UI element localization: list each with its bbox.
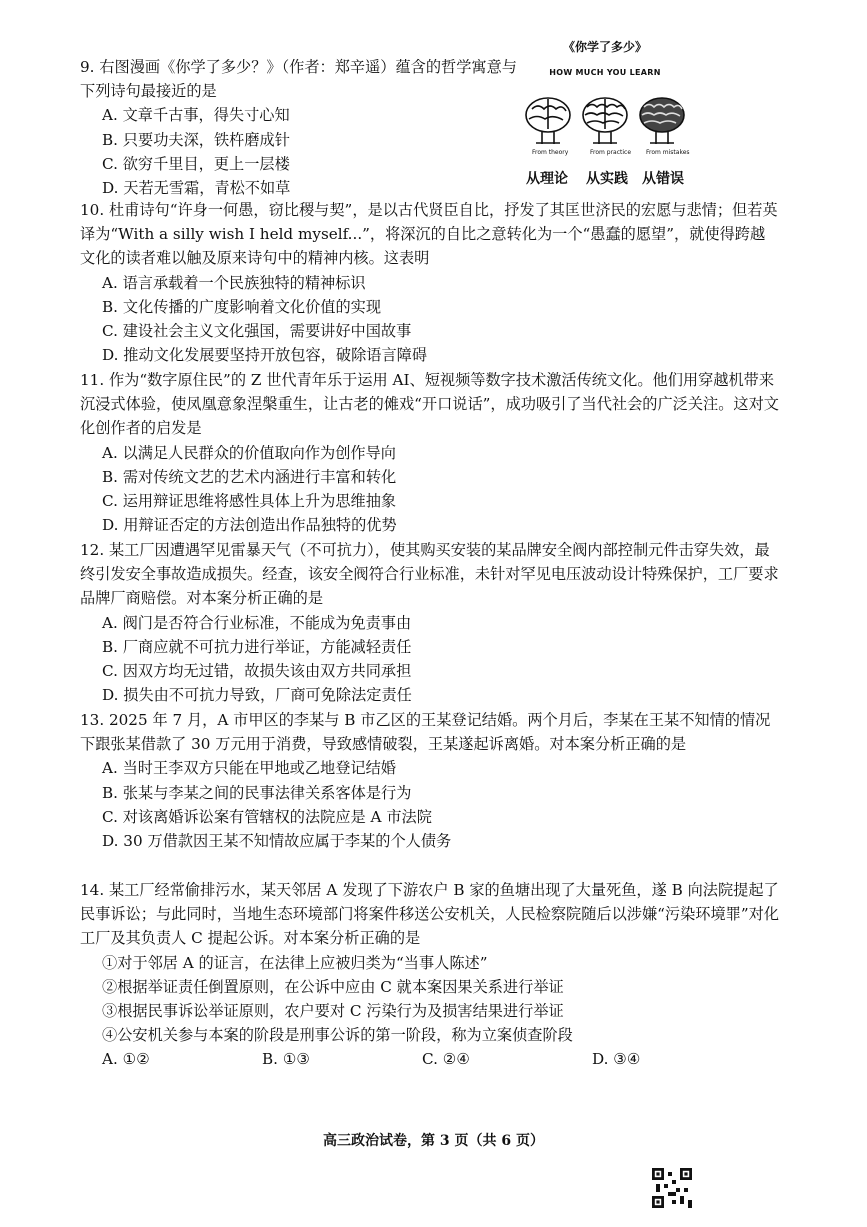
choice-d: D. ③④	[592, 1050, 641, 1069]
comic-label-en-3: From mistakes	[646, 149, 690, 156]
option-b: B. 只要功夫深，铁杵磨成针	[102, 130, 290, 149]
comic-subtitle: HOW MUCH YOU LEARN	[549, 68, 661, 77]
option-a: A. 以满足人民群众的价值取向作为创作导向	[102, 443, 396, 462]
question-10	[80, 198, 780, 367]
option-a: A. 语言承载着一个民族独特的精神标识	[102, 273, 366, 292]
option-d: D. 30 万借款因王某不知情故应属于李某的个人债务	[102, 832, 452, 851]
question-stem: 10. 杜甫诗句“许身一何愚，窃比稷与契”，是以古代贤臣自比，抒发了其匡世济民的宏愿与悲情；但若英译为“With a silly wish I held myself...”，将深沉的自比之意转化为一个“愚蠢的愿望”，就使得跨越文化的读者难以触及原来诗句中的精神内核。这表明	[80, 201, 778, 268]
option-d: D. 推动文化发展要坚持开放包容，破除语言障碍	[102, 346, 428, 365]
question-stem: 12. 某工厂因遭遇罕见雷暴天气（不可抗力），使其购买安装的某品牌安全阀内部控制元件击穿失效，最终引发安全事故造成损失。经查，该安全阀符合行业标准，未针对罕见电压波动设计特殊保护，工厂要求品牌厂商赔偿。对本案分析正确的是	[80, 541, 779, 608]
question-9	[80, 55, 530, 200]
statement-2: ②根据举证责任倒置原则，在公诉中应由 C 就本案因果关系进行举证	[102, 977, 564, 996]
question-stem: 9. 右图漫画《你学了多少？》（作者：郑辛遥）蕴含的哲学寓意与下列诗句最接近的是	[80, 58, 517, 101]
option-c: C. 对该离婚诉讼案有管辖权的法院应是 A 市法院	[102, 807, 432, 826]
choice-a: A. ①②	[102, 1050, 150, 1069]
page-footer: 高三政治试卷，第 3 页（共 6 页）	[323, 1133, 544, 1149]
question-stem: 13. 2025 年 7 月，A 市甲区的李某与 B 市乙区的王某登记结婚。两个月后，李某在王某不知情的情况下跟张某借款了 30 万元用于消费，导致感情破裂，王某遂起诉离婚。对本案分析正确的是	[80, 711, 771, 754]
option-d: D. 损失由不可抗力导致，厂商可免除法定责任	[102, 686, 412, 705]
option-c: C. 因双方均无过错，故损失该由双方共同承担	[102, 662, 412, 681]
answer-choices	[102, 1047, 780, 1071]
statement-4: ④公安机关参与本案的阶段是刑事公诉的第一阶段，称为立案侦查阶段	[102, 1026, 573, 1045]
option-a: A. 当时王李双方只能在甲地或乙地登记结婚	[102, 759, 396, 778]
question-12	[80, 538, 780, 707]
comic-label-cn-3: 从错误	[642, 171, 684, 187]
qr-code-icon	[652, 1168, 692, 1208]
option-a: A. 文章千古事，得失寸心知	[102, 106, 290, 125]
option-c: C. 运用辩证思维将感性具体上升为思维抽象	[102, 492, 397, 511]
option-b: B. 张某与李某之间的民事法律关系客体是行为	[102, 783, 412, 802]
option-d: D. 用辩证否定的方法创造出作品独特的优势	[102, 516, 397, 535]
comic-title: 《你学了多少》	[562, 40, 647, 54]
question-stem: 11. 作为“数字原住民”的 Z 世代青年乐于运用 AI、短视频等数字技术激活传统文化。他们用穿越机带来沉浸式体验，使凤凰意象涅槃重生，让古老的傩戏“开口说话”，成功吸引了当代社会的广泛关注。这对文化创作者的启发是	[80, 371, 779, 438]
option-a: A. 阀门是否符合行业标准，不能成为免责事由	[102, 613, 412, 632]
option-b: B. 需对传统文艺的艺术内涵进行丰富和转化	[102, 467, 397, 486]
choice-c: C. ②④	[422, 1050, 470, 1069]
option-d: D. 天若无雪霜，青松不如草	[102, 179, 291, 198]
comic-label-cn-1: 从理论	[526, 171, 568, 187]
statement-1: ①对于邻居 A 的证言，在法律上应被归类为“当事人陈述”	[102, 953, 488, 972]
option-b: B. 文化传播的广度影响着文化价值的实现	[102, 297, 382, 316]
comic-label-en-2: From practice	[590, 149, 632, 156]
option-b: B. 厂商应就不可抗力进行举证，方能减轻责任	[102, 637, 412, 656]
brain-drawings-icon	[520, 93, 690, 153]
comic-label-en-1: From theory	[532, 149, 569, 156]
choice-b: B. ①③	[262, 1050, 311, 1069]
option-c: C. 建设社会主义文化强国，需要讲好中国故事	[102, 322, 412, 341]
statement-3: ③根据民事诉讼举证原则，农户要对 C 污染行为及损害结果进行举证	[102, 1002, 564, 1021]
question-13	[80, 708, 780, 853]
option-c: C. 欲穷千里目，更上一层楼	[102, 154, 290, 173]
question-14	[80, 878, 780, 1072]
comic-label-cn-2: 从实践	[586, 171, 628, 187]
question-11	[80, 368, 780, 537]
comic-illustration	[520, 38, 690, 188]
question-stem: 14. 某工厂经常偷排污水，某天邻居 A 发现了下游农户 B 家的鱼塘出现了大量死鱼，遂 B 向法院提起了民事诉讼；与此同时，当地生态环境部门将案件移送公安机关，人民检察院随后以涉嫌“污染环境罪”对化工厂及其负责人 C 提起公诉。对本案分析正确的是	[80, 881, 779, 948]
